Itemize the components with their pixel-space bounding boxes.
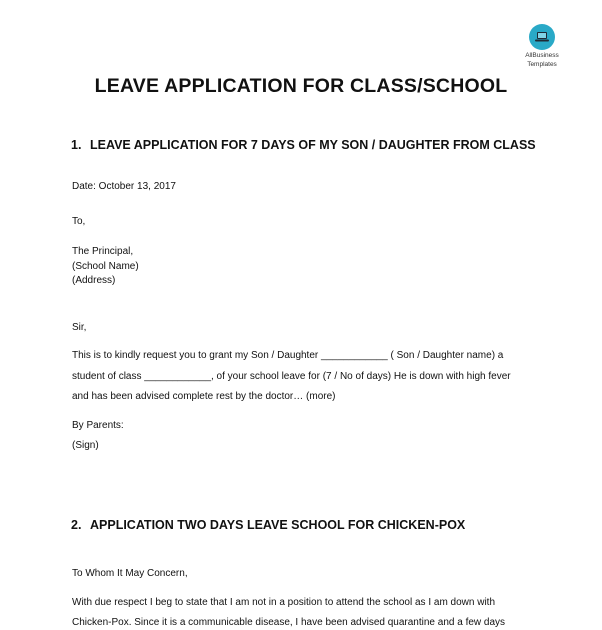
salutation: Sir, — [72, 322, 87, 333]
section1-heading — [71, 138, 536, 152]
section2-number: 2. — [71, 518, 82, 532]
logo-text-line2: Templates — [527, 61, 557, 68]
address-line: (Address) — [72, 275, 116, 286]
body-line: With due respect I beg to state that I am not in a position to attend the school as I am down with — [72, 597, 496, 608]
section2-heading-text: APPLICATION TWO DAYS LEAVE SCHOOL FOR CHICKEN-POX — [90, 518, 466, 532]
salutation: To Whom It May Concern, — [72, 568, 188, 579]
address-line: The Principal, — [72, 246, 134, 257]
logo-text-line1: AllBusiness — [525, 52, 559, 59]
document-title: LEAVE APPLICATION FOR CLASS/SCHOOL — [94, 75, 508, 97]
section2-heading — [71, 518, 465, 532]
closing-text: By Parents: — [72, 420, 124, 431]
laptop-icon — [529, 24, 555, 50]
body-line: and has been advised complete rest by the doctor… (more) — [72, 391, 336, 402]
body-line: Chicken-Pox. Since it is a communicable disease, I have been advised quarantine and a few days — [72, 617, 506, 628]
body-line: This is to kindly request you to grant my Son / Daughter ____________ ( Son / Daughter name) a — [72, 350, 504, 361]
address-line: (School Name) — [72, 261, 139, 272]
letter-date: Date: October 13, 2017 — [72, 181, 176, 192]
section1-number: 1. — [71, 138, 82, 152]
letter-to: To, — [72, 216, 86, 227]
sign-text: (Sign) — [72, 440, 99, 451]
body-line: student of class ____________, of your school leave for (7 / No of days) He is down with high fever — [72, 371, 511, 382]
allbusiness-logo — [519, 24, 565, 68]
section1-heading-text: LEAVE APPLICATION FOR 7 DAYS OF MY SON / DAUGHTER FROM CLASS — [90, 138, 536, 152]
